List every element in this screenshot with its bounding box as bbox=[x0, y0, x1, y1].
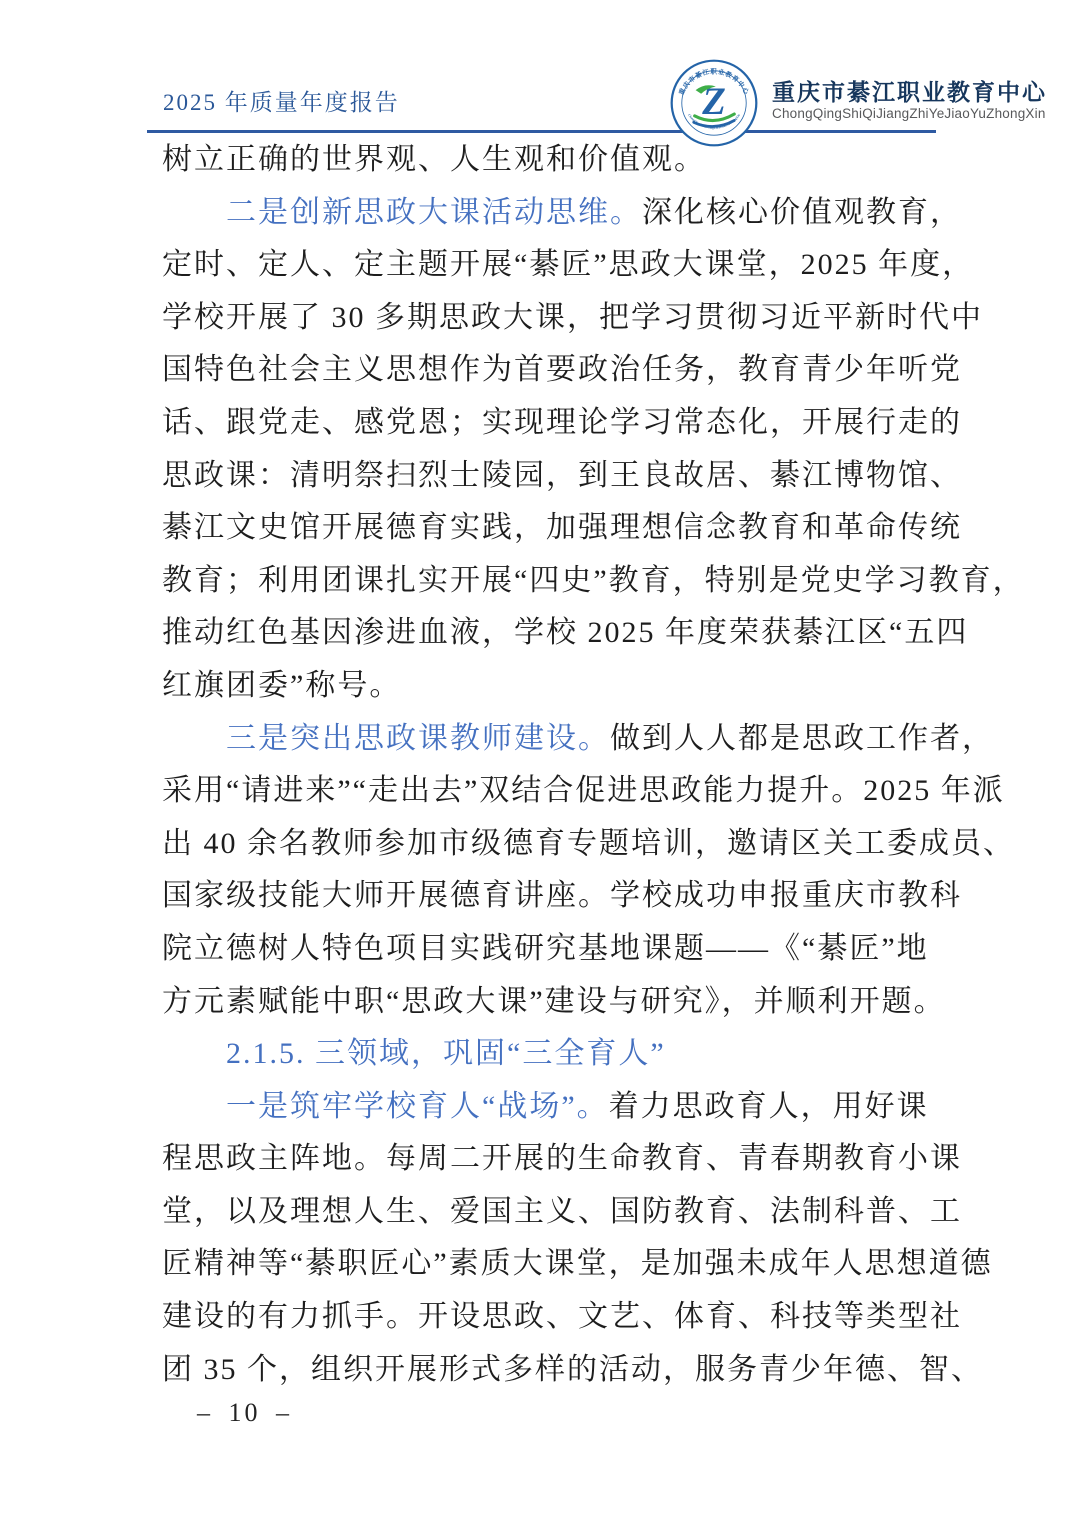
highlighted-text-segment: 二是创新思政大课活动思维。 bbox=[226, 195, 642, 229]
document-body bbox=[162, 134, 1025, 1396]
text-line bbox=[162, 660, 952, 713]
report-title: 2025 年质量年度报告 bbox=[163, 90, 400, 115]
school-name: 重庆市綦江职业教育中心 bbox=[772, 80, 1047, 105]
text-line bbox=[162, 1238, 993, 1291]
text-line bbox=[162, 187, 962, 240]
text-segment: 红旗团委”称号。 bbox=[162, 668, 402, 702]
header-divider bbox=[147, 130, 936, 133]
school-pinyin: ChongQingShiQiJiangZhiYeJiaoYuZhongXin bbox=[772, 106, 1046, 121]
text-segment: 建设的有力抓手。开设思政、文艺、体育、科技等类型社 bbox=[162, 1300, 962, 1334]
text-segment: 着力思政育人，用好课 bbox=[608, 1089, 929, 1123]
page-number: – 10 – bbox=[197, 1398, 292, 1427]
text-line bbox=[162, 1291, 962, 1344]
text-line bbox=[162, 1186, 962, 1239]
text-segment: 思政课：清明祭扫烈士陵园，到王良故居、綦江博物馆、 bbox=[162, 458, 962, 492]
text-line bbox=[162, 1081, 952, 1134]
highlighted-text-segment: 2.1.5. 三领域，巩固“三全育人” bbox=[226, 1037, 666, 1071]
text-line bbox=[162, 344, 962, 397]
text-line bbox=[162, 818, 1015, 871]
text-segment: 团 35 个，组织开展形式多样的活动，服务青少年德、智、 bbox=[162, 1352, 983, 1386]
text-segment: 深化核心价值观教育， bbox=[642, 195, 962, 229]
text-line bbox=[162, 713, 994, 766]
page-footer bbox=[197, 1398, 292, 1428]
highlighted-text-segment: 三是突出思政课教师建设。 bbox=[226, 721, 610, 755]
text-line bbox=[162, 1133, 962, 1186]
text-segment: 堂，以及理想人生、爱国主义、国防教育、法制科普、工 bbox=[162, 1194, 962, 1228]
svg-text:Z: Z bbox=[702, 81, 726, 124]
text-segment: 定时、定人、定主题开展“綦匠”思政大课堂，2025 年度， bbox=[162, 248, 975, 282]
text-line bbox=[162, 923, 952, 976]
text-segment: 推动红色基因渗进血液，学校 2025 年度荣获綦江区“五四 bbox=[162, 616, 969, 650]
text-segment: 学校开展了 30 多期思政大课，把学习贯彻习近平新时代中 bbox=[162, 300, 983, 334]
text-segment: 程思政主阵地。每周二开展的生命教育、青春期教育小课 bbox=[162, 1142, 962, 1176]
text-segment: 院立德树人特色项目实践研究基地课题——《“綦匠”地 bbox=[162, 931, 929, 965]
text-segment: 话、跟党走、感党恩；实现理论学习常态化，开展行走的 bbox=[162, 405, 962, 439]
text-segment: 国家级技能大师开展德育讲座。学校成功申报重庆市教科 bbox=[162, 879, 962, 913]
text-segment: 采用“请进来”“走出去”双结合促进思政能力提升。2025 年派 bbox=[162, 774, 1005, 808]
text-line bbox=[162, 134, 952, 187]
section-heading-line bbox=[162, 1028, 952, 1081]
text-line bbox=[162, 397, 962, 450]
text-segment: 匠精神等“綦职匠心”素质大课堂，是加强未成年人思想道德 bbox=[162, 1247, 993, 1281]
highlighted-text-segment: 一是筑牢学校育人“战场”。 bbox=[226, 1089, 609, 1123]
text-line bbox=[162, 765, 1005, 818]
text-line bbox=[162, 1344, 983, 1397]
text-segment: 做到人人都是思政工作者， bbox=[610, 721, 994, 755]
text-line bbox=[162, 555, 1025, 608]
text-line bbox=[162, 976, 952, 1029]
text-segment: 綦江文史馆开展德育实践，加强理想信念教育和革命传统 bbox=[162, 511, 962, 545]
text-line bbox=[162, 292, 983, 345]
text-segment: 方元素赋能中职“思政大课”建设与研究》，并顺利开题。 bbox=[162, 984, 946, 1018]
text-line bbox=[162, 502, 962, 555]
text-line bbox=[162, 607, 969, 660]
text-segment: 国特色社会主义思想作为首要政治任务，教育青少年听党 bbox=[162, 353, 962, 387]
text-line bbox=[162, 870, 962, 923]
logo-arc-top-text: 重庆市綦江职业教育中心 bbox=[678, 68, 750, 97]
logo-arc-bottom-text: ChongQingShiQiJiangZhiYeJiaoYuZhongXin bbox=[687, 113, 741, 130]
text-segment: 树立正确的世界观、人生观和价值观。 bbox=[162, 143, 706, 176]
text-segment: 出 40 余名教师参加市级德育专题培训，邀请区关工委成员、 bbox=[162, 826, 1015, 860]
text-segment: 教育；利用团课扎实开展“四史”教育，特别是党史学习教育， bbox=[162, 563, 1025, 597]
text-line bbox=[162, 239, 975, 292]
text-line bbox=[162, 450, 962, 503]
